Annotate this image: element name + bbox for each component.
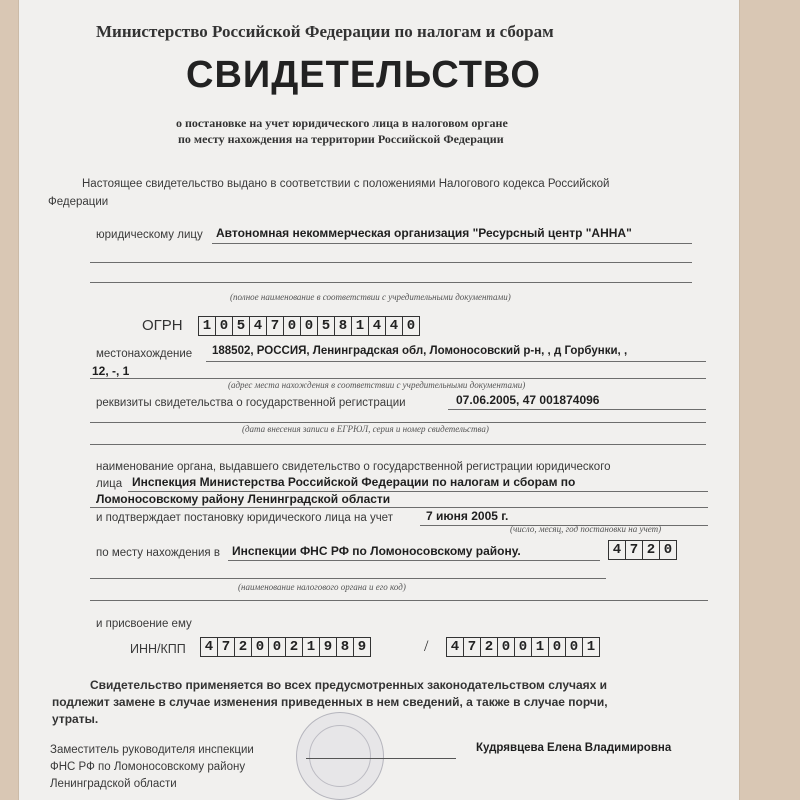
ogrn-digit: 7: [267, 317, 284, 335]
kpp-digit: 0: [515, 638, 532, 656]
inn-digit: 2: [235, 638, 252, 656]
notice-line-3: утраты.: [52, 712, 99, 726]
kpp-digit: 7: [464, 638, 481, 656]
kpp-digit: 4: [447, 638, 464, 656]
ogrn-digit: 0: [406, 318, 416, 334]
inn-digit: 9: [320, 638, 337, 656]
place-value: Инспекции ФНС РФ по Ломоносовскому району.: [232, 544, 521, 558]
kpp-digit: 2: [481, 638, 498, 656]
kpp-digit: 0: [549, 638, 566, 656]
kpp-digit: 1: [532, 638, 549, 656]
entity-underline-1: [212, 243, 692, 244]
ogrn-digit: 5: [233, 317, 250, 335]
location-label: местонахождение: [96, 348, 193, 360]
registration-underline-2: [90, 422, 706, 423]
signer-position-2: ФНС РФ по Ломоносовскому району: [50, 761, 246, 773]
notice-line-2: подлежит замене в случае изменения приведенных в нем сведений, а также в случае порчи,: [52, 695, 608, 709]
official-seal-stamp: [296, 712, 384, 800]
place-label: по месту нахождения в: [96, 547, 220, 559]
notice-line-1: Свидетельство применяется во всех предусмотренных законодательством случаях и: [90, 678, 608, 692]
inn-digit: 1: [303, 638, 320, 656]
ministry-heading: Министерство Российской Федерации по налогам и сборам: [96, 22, 554, 41]
signer-name: Кудрявцева Елена Владимировна: [476, 742, 672, 754]
registration-underline-1: [448, 409, 706, 410]
ogrn-digit: 5: [318, 317, 335, 335]
confirm-date: 7 июня 2005 г.: [426, 509, 509, 523]
inn-digit: 2: [286, 638, 303, 656]
ogrn-digit: 8: [335, 317, 352, 335]
ogrn-digit: 0: [301, 317, 318, 335]
kpp-boxes: [446, 637, 600, 657]
authority-line-1: наименование органа, выдавшего свидетельство о государственной регистрации юридического: [96, 461, 611, 473]
entity-label: юридическому лицу: [96, 229, 203, 241]
place-underline-3: [90, 600, 708, 601]
document-title: СВИДЕТЕЛЬСТВО: [186, 54, 541, 96]
ogrn-digit: 4: [386, 317, 403, 335]
entity-underline-3: [90, 282, 692, 283]
registration-label: реквизиты свидетельства о государственной регистрации: [96, 397, 406, 409]
ogrn-digit: 0: [284, 317, 301, 335]
inn-digit: 8: [337, 638, 354, 656]
kpp-digit: 0: [498, 638, 515, 656]
place-code-digit: 7: [626, 541, 643, 559]
registration-value: 07.06.2005, 47 001874096: [456, 393, 600, 407]
inn-digit: 7: [218, 638, 235, 656]
intro-line-2: Федерации: [48, 196, 109, 208]
ogrn-label: ОГРН: [142, 317, 183, 334]
intro-line-1: Настоящее свидетельство выдано в соответствии с положениями Налогового кодекса Российской: [82, 178, 610, 190]
signer-position-1: Заместитель руководителя инспекции: [50, 744, 254, 756]
authority-label-2: лица: [96, 478, 123, 490]
kpp-digit: 0: [566, 638, 583, 656]
ogrn-digit: 4: [369, 317, 386, 335]
confirm-text: и подтверждает постановку юридического лица на учет: [96, 512, 393, 524]
ogrn-digit: 1: [352, 317, 369, 335]
location-underline-1: [206, 361, 706, 362]
assigned-label: и присвоение ему: [96, 618, 192, 630]
registration-underline-3: [90, 444, 706, 445]
place-code-boxes: [608, 540, 677, 560]
entity-value: Автономная некоммерческая организация "Ресурсный центр "АННА": [216, 226, 632, 240]
authority-underline-2: [90, 507, 708, 508]
location-value-1: 188502, РОССИЯ, Ленинградская обл, Ломоносовский р-н, , д Горбунки, ,: [212, 345, 628, 357]
location-caption: (адрес места нахождения в соответствии с учредительными документами): [228, 380, 526, 390]
place-caption: (наименование налогового органа и его код): [238, 582, 406, 592]
place-underline: [228, 560, 600, 561]
inn-boxes: [200, 637, 371, 657]
location-underline-2: [90, 378, 706, 379]
inn-kpp-label: ИНН/КПП: [130, 642, 186, 656]
authority-value-2: Ломоносовскому району Ленинградской области: [96, 492, 391, 506]
authority-value-1: Инспекция Министерства Российской Федерации по налогам и сборам по: [132, 475, 576, 489]
ogrn-digit: 1: [199, 317, 216, 335]
signature-line: [306, 758, 456, 759]
ogrn-digit: 4: [250, 317, 267, 335]
kpp-digit: 1: [586, 639, 596, 655]
place-code-digit: 2: [643, 541, 660, 559]
inn-digit: 0: [269, 638, 286, 656]
confirm-caption: (число, месяц, год постановки на учет): [510, 524, 662, 534]
inn-kpp-separator: /: [424, 638, 429, 655]
inn-digit: 4: [201, 638, 218, 656]
place-code-digit: 0: [663, 542, 673, 558]
place-underline-2: [90, 578, 606, 579]
subtitle-line-1: о постановке на учет юридического лица в налоговом органе: [176, 116, 508, 130]
signer-position-3: Ленинградской области: [50, 778, 177, 790]
place-code-digit: 4: [609, 541, 626, 559]
entity-caption: (полное наименование в соответствии с учредительными документами): [230, 292, 511, 302]
location-value-2: 12, -, 1: [92, 364, 130, 378]
ogrn-boxes: [198, 316, 420, 336]
inn-digit: 0: [252, 638, 269, 656]
registration-caption: (дата внесения записи в ЕГРЮЛ, серия и номер свидетельства): [242, 424, 489, 434]
ogrn-digit: 0: [216, 317, 233, 335]
inn-digit: 9: [357, 639, 367, 655]
subtitle-line-2: по месту нахождения на территории Российской Федерации: [178, 132, 504, 146]
entity-underline-2: [90, 262, 692, 263]
